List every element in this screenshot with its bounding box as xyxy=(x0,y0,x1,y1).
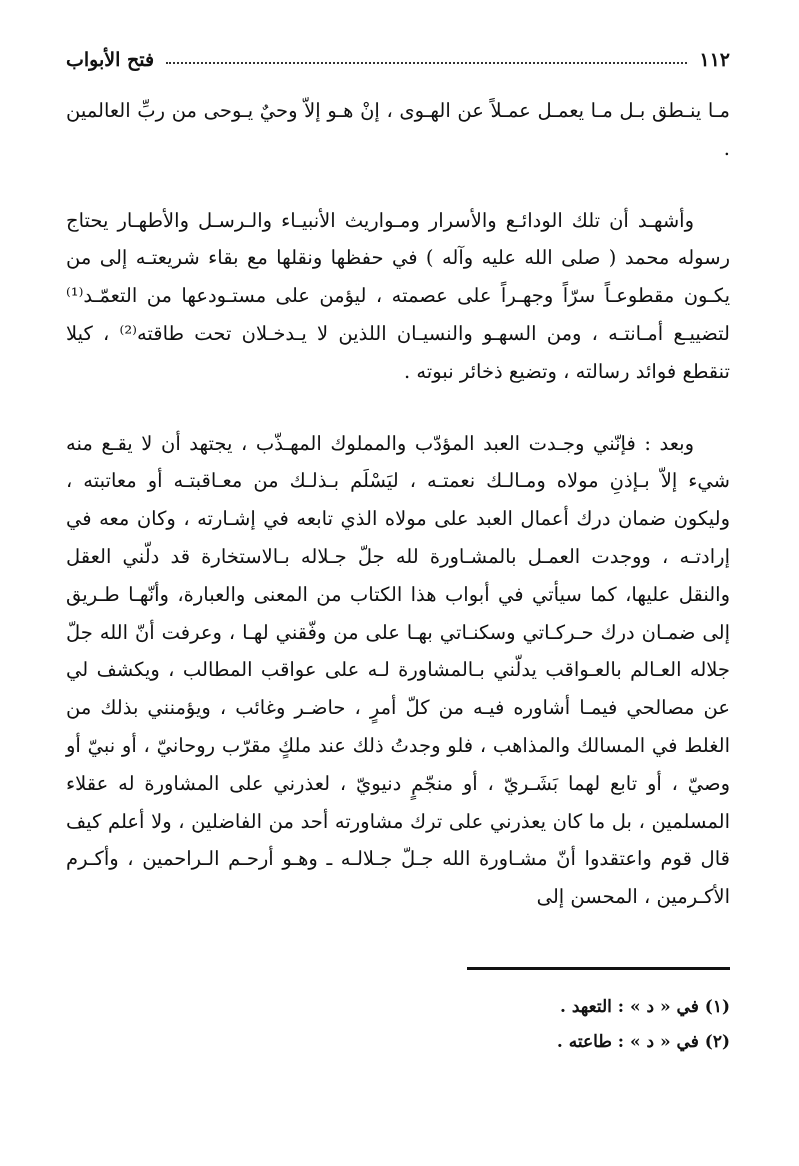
paragraph-main: وبعد : فإنّني وجـدت العبد المؤدّب والمملوك المهـذّب ، يجتهد أن لا يقـع منه شيء إلاّ بـإذنِ مولاه ومـالـك نعمتـه ، ليَسْلَم بـذلـك من معـاقبتـه أو معاتبته ، وليكون ضمان درك أعمال العبد على مولاه الذي تابعه في إشـارته ، وكان معه في إرادتـه ، ووجدت العمـل بالمشـاورة لله جلّ جـلاله بـالاستخارة قد دلّني العقل والنقل عليها، كما سيأتي في أبواب هذا الكتاب من المعنى والعبارة، وأنّهـا طـريق إلى ضمـان درك حـركـاتي وسكنـاتي بهـا على من وفّقني لهـا ، وعرفت أنّ الله جلّ جلاله العـالم بالعـواقب يدلّني بـالمشاورة لـه على عواقب المطالب ، ويكشف لي عن مصالحي فيمـا أشاوره فيـه من كلّ أمرٍ ، حاضـر وغائب ، ويؤمنني بذلك من الغلط في المسالك والمذاهب ، فلو وجدتُ ذلك عند ملكٍ مقرّب روحانيّ ، أو نبيّ أو وصيّ ، أو تابع لهما بَشَـريّ ، أو منجّمٍ دنيويّ ، لعذرني على المشاورة له عقلاء المسلمين ، بل ما كان يعذرني على ترك مشاورته أحد من الفاضلين ، ولا أعلم كيف قال قوم واعتقدوا أنّ مشـاورة الله جـلّ جـلالـه ـ وهـو أرحـم الـراحمين ، وأكـرم الأكـرمين ، المحسن إلى xyxy=(66,431,730,909)
page-number: ١١٢ xyxy=(699,49,730,71)
paragraph-testimony: وأشهـد أن تلك الودائـع والأسرار ومـواريث الأنبيـاء والـرسـل والأطهـار يحتاج رسوله محمد ( صلى الله عليه وآله ) في حفظها ونقلها مع بقاء شريعتـه إلى من يكـون مقطوعـاً سرّاً وجهـراً على عصمته ، ليؤمن على مستـودعها من التعمّـد⁽¹⁾ لتضييـع أمـانتـه ، ومن السهـو والنسيـان اللذين لا يـدخـلان تحت طاقته⁽²⁾ ، كيلا تنقطع فوائد رسالته ، وتضيع ذخائر نبوته . xyxy=(66,208,730,383)
paragraph-continuation: مـا ينـطق بـل مـا يعمـل عمـلاً عن الهـوى ، إنْ هـو إلاّ وحيٌ يـوحى من ربِّ العالمين . xyxy=(66,99,730,160)
footnote-1: (١) في « د » : التعهد . xyxy=(560,997,730,1017)
running-header xyxy=(66,46,730,74)
footnote-separator xyxy=(467,967,730,970)
body-text xyxy=(66,92,730,916)
footnotes xyxy=(66,990,730,1060)
footnote-2: (٢) في « د » : طاعته . xyxy=(556,1032,730,1052)
header-dot-leader xyxy=(166,56,687,64)
book-title: فتح الأبواب xyxy=(66,49,155,71)
